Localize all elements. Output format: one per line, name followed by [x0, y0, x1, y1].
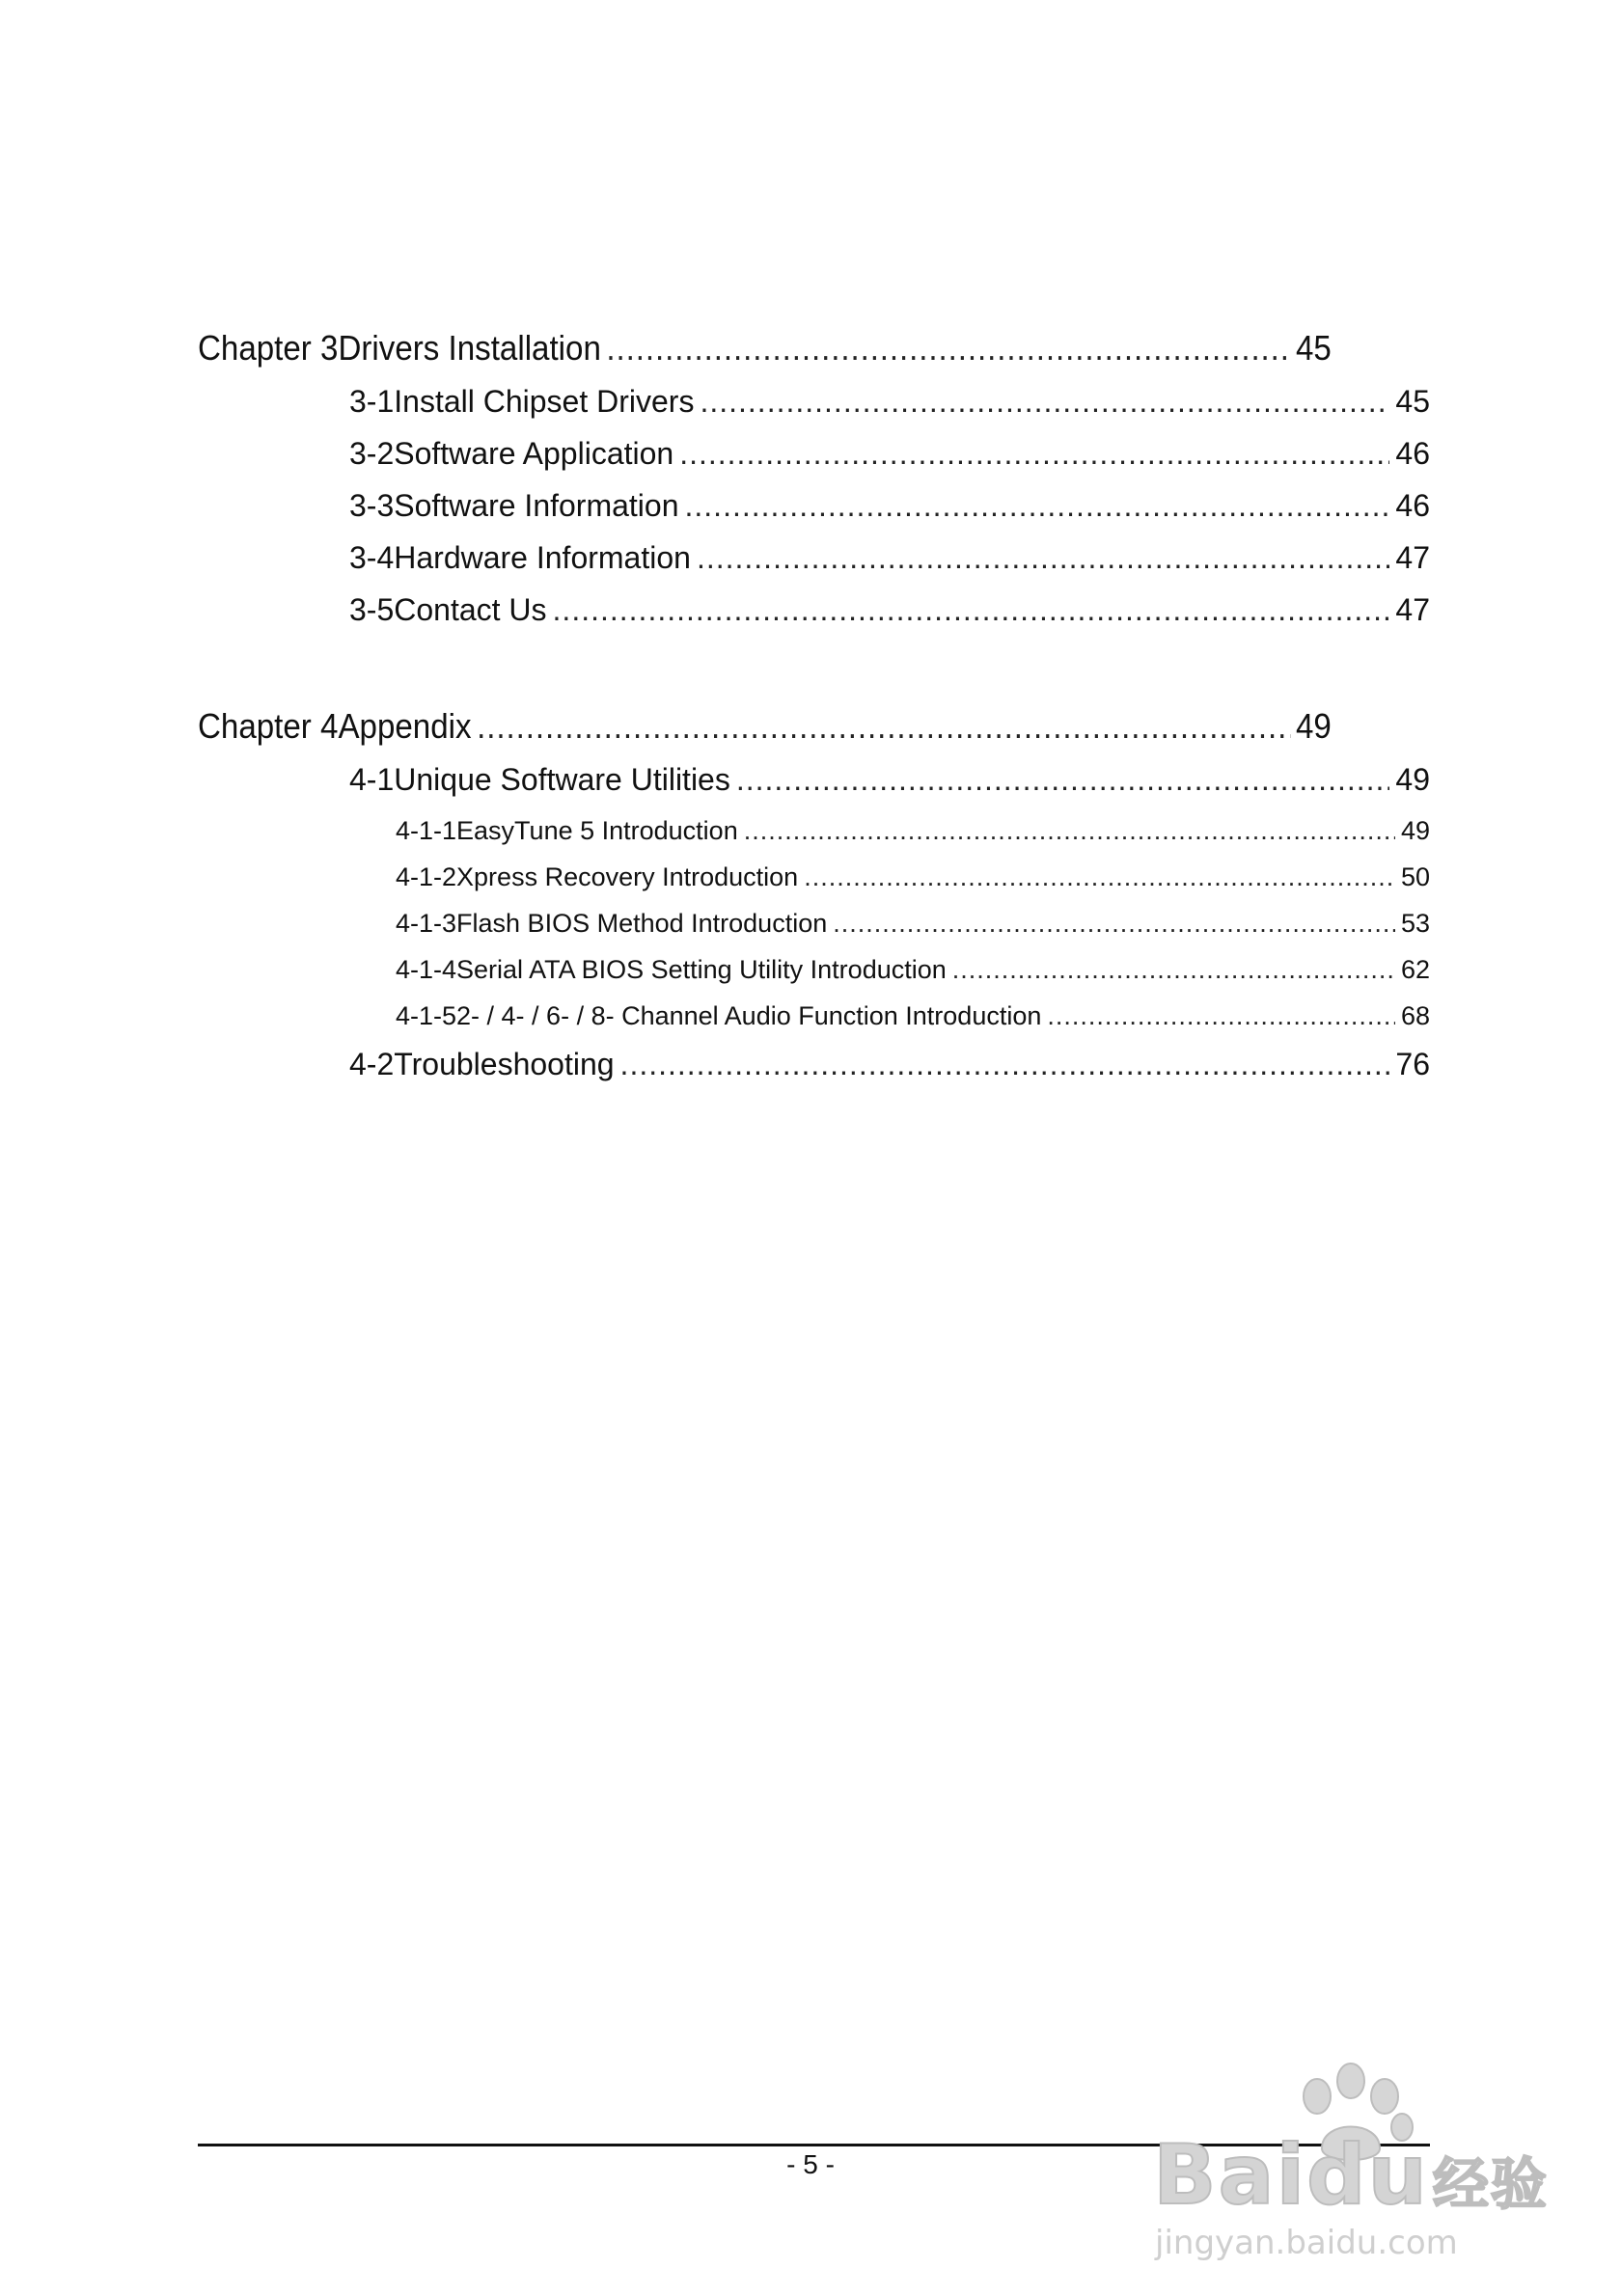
page-number: 45 [1395, 384, 1430, 419]
section-number: 4-2 [349, 1047, 395, 1081]
subsection-title: Serial ATA BIOS Setting Utility Introduction [456, 955, 947, 984]
dot-leader [1047, 1001, 1395, 1031]
dot-leader [477, 706, 1290, 747]
page-number: 47 [1395, 592, 1430, 627]
dot-leader [606, 328, 1290, 369]
section-number: 3-5 [349, 592, 395, 627]
page-number: 76 [1395, 1047, 1430, 1081]
toc-section-3-1[interactable] [349, 384, 1430, 420]
subsection-number: 4-1-1 [396, 816, 457, 845]
watermark-brand [1153, 2127, 1549, 2224]
toc-section-3-5[interactable] [349, 592, 1430, 628]
section-number: 3-1 [349, 384, 395, 419]
chapter-number: Chapter 3 [198, 328, 339, 368]
toc-section-3-2[interactable] [349, 436, 1430, 472]
dot-leader [620, 1047, 1390, 1082]
toc-section-3-4[interactable] [349, 540, 1430, 576]
watermark-url: jingyan.baidu.com [1155, 2224, 1458, 2262]
dot-leader [833, 909, 1395, 939]
page-number: 46 [1395, 488, 1430, 523]
dot-leader [685, 488, 1390, 524]
toc-chapter-3[interactable] [198, 328, 1332, 369]
chapter-title: Appendix [338, 706, 472, 746]
page-number: 53 [1400, 909, 1430, 938]
chapter-number: Chapter 4 [198, 706, 339, 746]
toc-subsection-4-1-1[interactable] [396, 816, 1430, 846]
dot-leader [952, 955, 1395, 985]
section-title: Install Chipset Drivers [394, 384, 695, 419]
dot-leader [736, 762, 1390, 798]
section-number: 3-4 [349, 540, 395, 575]
page-number: 45 [1295, 328, 1332, 368]
page-number: 49 [1395, 762, 1430, 797]
subsection-title: Xpress Recovery Introduction [456, 862, 799, 891]
chapter-title: Drivers Installation [338, 328, 601, 368]
section-title: Troubleshooting [394, 1047, 615, 1081]
watermark-brand-cn: 经验 [1432, 2151, 1549, 2217]
watermark-brand-latin: Baidu [1153, 2127, 1429, 2224]
toc-subsection-4-1-3[interactable] [396, 909, 1430, 939]
subsection-title: 2- / 4- / 6- / 8- Channel Audio Function Introduction [456, 1001, 1042, 1030]
subsection-number: 4-1-3 [396, 909, 457, 938]
subsection-number: 4-1-5 [396, 1001, 457, 1030]
subsection-title: Flash BIOS Method Introduction [456, 909, 828, 938]
page-number: 49 [1295, 706, 1332, 746]
dot-leader [700, 384, 1389, 420]
section-number: 3-2 [349, 436, 395, 471]
page-number: 46 [1395, 436, 1430, 471]
dot-leader [679, 436, 1389, 472]
footer-page-number: - 5 - [786, 2149, 835, 2179]
page-number: 50 [1400, 862, 1430, 891]
dot-leader [553, 592, 1390, 628]
toc-subsection-4-1-4[interactable] [396, 955, 1430, 985]
page-number: 62 [1400, 955, 1430, 984]
page-number: 49 [1400, 816, 1430, 845]
toc-subsection-4-1-5[interactable] [396, 1001, 1430, 1031]
toc-chapter-4[interactable] [198, 706, 1332, 747]
section-title: Unique Software Utilities [394, 762, 730, 797]
dot-leader [697, 540, 1389, 576]
dot-leader [744, 816, 1395, 846]
subsection-title: EasyTune 5 Introduction [456, 816, 738, 845]
section-title: Hardware Information [394, 540, 691, 575]
toc-section-3-3[interactable] [349, 488, 1430, 524]
section-title: Software Information [394, 488, 679, 523]
section-number: 3-3 [349, 488, 395, 523]
baidu-watermark [1153, 2060, 1549, 2262]
section-title: Contact Us [394, 592, 547, 627]
dot-leader [804, 862, 1395, 892]
toc-section-4-1[interactable] [349, 762, 1430, 798]
section-number: 4-1 [349, 762, 395, 797]
page-number: 68 [1400, 1001, 1430, 1030]
section-title: Software Application [394, 436, 674, 471]
page-number: 47 [1395, 540, 1430, 575]
subsection-number: 4-1-2 [396, 862, 457, 891]
subsection-number: 4-1-4 [396, 955, 457, 984]
toc-section-4-2[interactable] [349, 1047, 1430, 1082]
toc-subsection-4-1-2[interactable] [396, 862, 1430, 892]
